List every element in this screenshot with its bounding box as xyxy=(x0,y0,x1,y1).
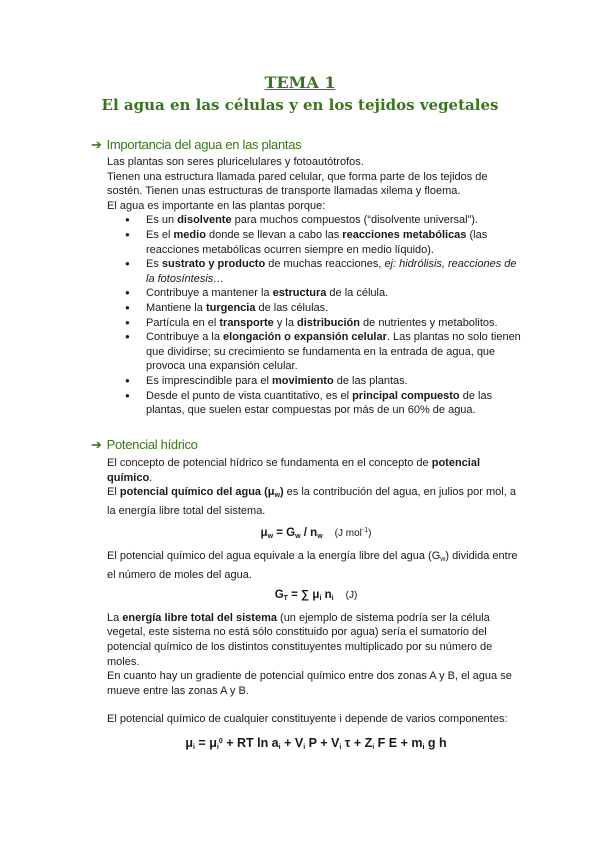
list-item: ● Partícula en el transporte y la distribución de nutrientes y metabolitos. xyxy=(146,316,525,331)
formula-chemical-potential-components: $\mu_i = \mu_i^0$ + RT $\ln a_i + V_i$ $P + V_i$ $\tau + Z_i$ F $E + m_i$ g h xyxy=(185,735,447,751)
paragraph: Tienen una estructura llamada pared celular, que forma parte de los tejidos de sostén. Tienen unas estructuras de transporte llamadas xilema y floema. xyxy=(107,170,488,198)
list-item: ● Contribuye a mantener la estructura de la célula. xyxy=(146,286,525,301)
formula-total-free-energy: $G_T$ = ∑ $\mu_i$ $n_i$ (J) xyxy=(274,589,358,603)
list-item: ● Es sustrato y producto de muchas reacciones, ej: hidrólisis, reacciones de la fotosíntesis… xyxy=(146,257,525,286)
list-item: ● Es el medio donde se llevan a cabo las reacciones metabólicas (las reacciones metabólicas ocurren siempre en medio líquido). xyxy=(146,228,525,257)
paragraph: La energía libre total del sistema (un ejemplo de sistema podría ser la célula vegetal, este sistema no está sólo constituido por agua) sería el sumatorio del potencial químico de los distintos constituyentes multiplicado por su número de moles. xyxy=(107,611,493,668)
section-importancia-body xyxy=(107,155,525,418)
arrow-icon: ➔ xyxy=(91,137,102,152)
formula-chemical-potential: $\mu_w = G_w / n_w$ (J mol$^{-1}$) xyxy=(260,527,372,541)
paragraph: El potencial químico del agua equivale a la energía libre del agua $(G_w)$ dividida entre el número de moles del agua. xyxy=(107,549,518,581)
reasons-list xyxy=(107,213,525,417)
arrow-icon: ➔ xyxy=(91,437,102,452)
list-item: ● Mantiene la turgencia de las células. xyxy=(146,301,525,316)
section-heading-importancia: ➔ Importancia del agua en las plantas xyxy=(91,137,302,152)
paragraph: El potencial químico del agua $(\mu_w)$ es la contribución del agua, en julios por mol, a la energía libre total del sistema. xyxy=(107,486,516,517)
section-potencial-body xyxy=(107,456,525,760)
list-item: ● Es imprescindible para el movimiento de las plantas. xyxy=(146,374,525,389)
paragraph: El concepto de potencial hídrico se fundamenta en el concepto de potencial químico. xyxy=(107,457,481,484)
page-title: El agua en las células y en los tejidos vegetales xyxy=(101,96,499,114)
list-item: ● Es un disolvente para muchos compuestos (“disolvente universal”). xyxy=(146,213,525,228)
paragraph: En cuanto hay un gradiente de potencial químico entre dos zonas A y B, el agua se mueve entre las zonas A y B. xyxy=(107,670,512,697)
list-item: ● Contribuye a la elongación o expansión celular. Las plantas no solo tienen que dividirse; su crecimiento se fundamenta en la entrada de agua, que provoca una expansión celular. xyxy=(146,330,525,374)
paragraph: El agua es importante en las plantas porque: xyxy=(107,199,326,212)
section-heading-potencial: ➔ Potencial hídrico xyxy=(91,437,198,452)
list-item: ● Desde el punto de vista cuantitativo, es el principal compuesto de las plantas, que suelen estar compuestas por más de un 60% de agua. xyxy=(146,389,525,418)
paragraph: El potencial químico de cualquier constituyente i depende de varios componentes: xyxy=(107,713,508,726)
tema-label: TEMA 1 xyxy=(264,73,336,92)
paragraph: Las plantas son seres pluricelulares y fotoautótrofos. xyxy=(107,156,364,168)
